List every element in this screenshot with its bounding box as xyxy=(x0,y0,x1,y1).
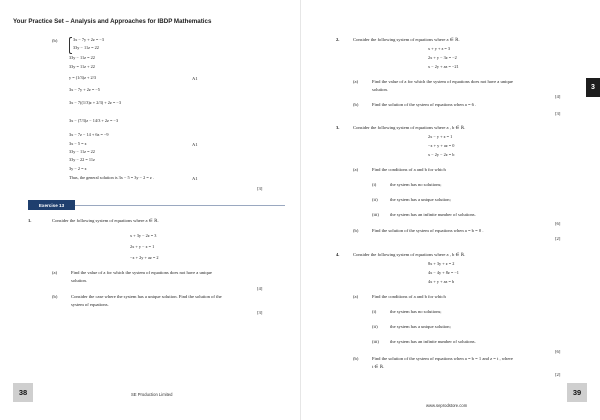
q1-eq-2: 2x + y − z = 1 xyxy=(130,244,155,249)
q2-eq-2: 2x + y − 3z = −2 xyxy=(428,55,457,60)
q4-eq-2: 4x − 4y + 8z = −1 xyxy=(428,270,459,275)
working-line-9: 33y − 11z = 22 xyxy=(69,149,95,154)
sys-row-1: 3x − 7y + 2z = −3 xyxy=(73,37,104,42)
page-gutter xyxy=(300,0,301,420)
q3-ii-text: the system has a unique solution; xyxy=(390,197,451,202)
q4-a-label: (a) xyxy=(353,294,359,299)
working-line-8: 3x − 5 = z xyxy=(69,141,87,146)
q1-eq-1: x + 3y − 2z = 3 xyxy=(130,233,157,238)
q1-a-label: (a) xyxy=(52,270,58,275)
q1-b-line-2: system of equations. xyxy=(71,302,109,307)
q2-b-text: Find the solution of the system of equations when a = 6 . xyxy=(372,102,477,107)
chapter-side-tab: 3 xyxy=(586,78,600,97)
q2-eq-3: x − 2y + az = −21 xyxy=(428,64,459,69)
working-line-11: 3y − 2 = z xyxy=(69,166,87,171)
q4-text: Consider the following system of equations where a , b ∈ ℝ. xyxy=(353,252,466,257)
page-number-left: 38 xyxy=(13,383,33,402)
publisher-name: SE Production Limited xyxy=(131,392,173,397)
working-line-10: 33y − 22 = 11z xyxy=(69,157,95,162)
working-line-3: y = (1/3)z + 2/3 xyxy=(69,75,97,80)
q3-b-text: Find the solution of the system of equations when a = b = 0 . xyxy=(372,228,484,233)
q2-a-marks: [4] xyxy=(555,94,561,99)
q4-b-label: (b) xyxy=(353,356,359,361)
working-line-1: 33y − 11z = 22 xyxy=(69,55,95,60)
q2-a-line-2: solution. xyxy=(372,87,388,92)
mark-a1-2: A1 xyxy=(192,142,198,147)
part-b-label: (b) xyxy=(52,38,58,43)
page-header-title: Your Practice Set – Analysis and Approaches for IBDP Mathematics xyxy=(13,18,212,25)
q3-text: Consider the following system of equations where a , b ∈ ℝ. xyxy=(353,125,466,130)
q3-ii-label: (ii) xyxy=(372,197,378,202)
q3-iii-text: the system has an infinite number of solutions. xyxy=(390,212,476,217)
q1-text: Consider the following system of equations where a ∈ ℝ. xyxy=(52,218,159,223)
q4-a-marks: [6] xyxy=(555,349,561,354)
q2-a-line-1: Find the value of a for which the system of equations does not have a unique xyxy=(372,79,513,84)
sys-row-2: 33y − 11z = 22 xyxy=(73,45,99,50)
q3-eq-1: 2x − y + z = 1 xyxy=(428,134,453,139)
q3-b-label: (b) xyxy=(353,228,359,233)
q4-ii-label: (ii) xyxy=(372,324,378,329)
q4-iii-text: the system has an infinite number of solutions. xyxy=(390,339,476,344)
q3-number: 3. xyxy=(336,125,340,130)
exercise-13-tab: Exercise 13 xyxy=(28,200,75,210)
q4-a-text: Find the conditions of a and b for which xyxy=(372,294,446,299)
q3-i-text: the system has no solutions; xyxy=(390,182,442,187)
page-number-right: 39 xyxy=(567,383,587,402)
working-line-4: 3x − 7y + 2z = −5 xyxy=(69,87,100,92)
working-line-5: 3x − 7((1/3)z + 2/3) + 2z = −3 xyxy=(69,100,121,105)
q4-b-line-1: Find the solution of the system of equations when a = b = 1 and z = t , where xyxy=(372,356,513,361)
mark-a1-1: A1 xyxy=(192,76,198,81)
system-brace xyxy=(69,37,72,54)
q2-number: 2. xyxy=(336,37,340,42)
publisher-website: www.seprodstore.com xyxy=(426,403,468,408)
q1-number: 1. xyxy=(28,218,32,223)
exercise-rule xyxy=(75,205,285,206)
working-line-7: 3x − 7z − 14 + 6z = −9 xyxy=(69,132,109,137)
q1-a-marks: [4] xyxy=(257,286,263,291)
q4-number: 4. xyxy=(336,252,340,257)
q1-a-line-2: solution. xyxy=(71,278,87,283)
q2-b-marks: [3] xyxy=(555,111,561,116)
q2-b-label: (b) xyxy=(353,102,359,107)
q4-eq-3: 4x + y + az = b xyxy=(428,279,455,284)
q4-ii-text: the system has a unique solution; xyxy=(390,324,451,329)
general-solution: Thus, the general solution is 3x − 5 = 3y − 2 = z . xyxy=(69,175,154,180)
q4-i-text: the system has no solutions; xyxy=(390,309,442,314)
q3-a-text: Find the conditions of a and b for which xyxy=(372,167,446,172)
q1-eq-3: −x + 2y + az = 2 xyxy=(130,255,159,260)
q3-b-marks: [2] xyxy=(555,236,561,241)
q4-iii-label: (iii) xyxy=(372,339,379,344)
q4-b-line-2: t ∈ ℝ. xyxy=(372,364,385,369)
q3-a-label: (a) xyxy=(353,167,359,172)
q1-b-line-1: Consider the case where the system has a unique solution. Find the solution of the xyxy=(71,294,222,299)
q1-a-line-1: Find the value of a for which the system of equations does not have a unique xyxy=(71,270,212,275)
q2-a-label: (a) xyxy=(353,79,359,84)
mark-a1-3: A1 xyxy=(192,176,198,181)
q2-eq-1: x + y + z = 3 xyxy=(428,46,451,51)
q4-eq-1: 8x + 3y + z = 2 xyxy=(428,261,455,266)
marks-part-b: [3] xyxy=(257,186,263,191)
q3-i-label: (i) xyxy=(372,182,377,187)
q3-eq-2: −x + y + az = 0 xyxy=(428,143,455,148)
q3-a-marks: [6] xyxy=(555,221,561,226)
q3-eq-3: x − 2y − 2z = b xyxy=(428,152,455,157)
q4-i-label: (i) xyxy=(372,309,377,314)
q1-b-marks: [3] xyxy=(257,310,263,315)
q2-text: Consider the following system of equations where a ∈ ℝ. xyxy=(353,37,460,42)
working-line-2: 33y = 11z + 22 xyxy=(69,64,95,69)
working-line-6: 3x − (7/3)z − 14/3 + 2z = −3 xyxy=(69,118,119,123)
q4-b-marks: [2] xyxy=(555,372,561,377)
q3-iii-label: (iii) xyxy=(372,212,379,217)
q1-b-label: (b) xyxy=(52,294,58,299)
